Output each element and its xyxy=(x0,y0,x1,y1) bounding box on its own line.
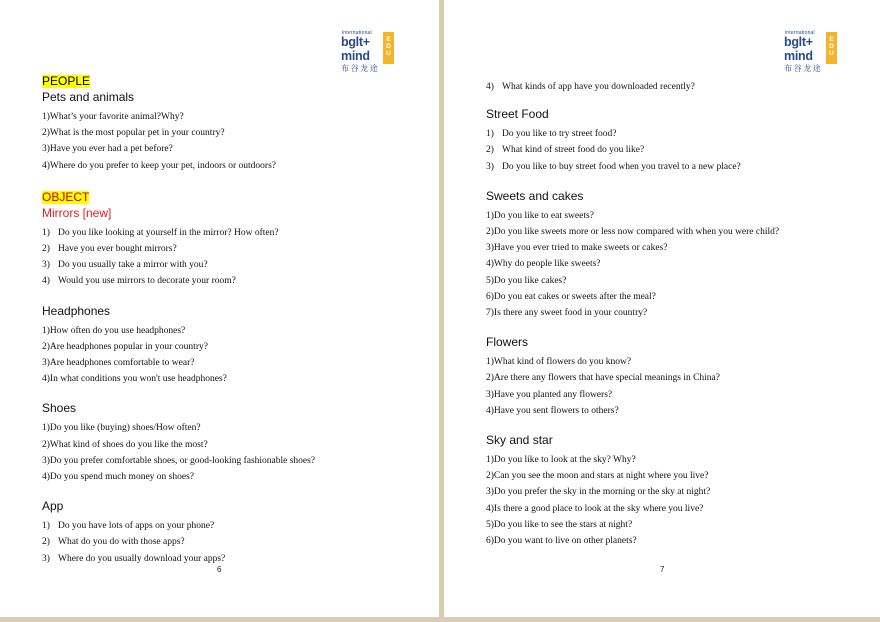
document-page-left xyxy=(0,0,439,617)
question-number: 2) xyxy=(486,145,494,156)
section xyxy=(42,304,429,388)
question-item xyxy=(42,158,429,174)
section xyxy=(486,433,870,549)
section xyxy=(486,335,870,419)
question-number: 1) xyxy=(486,129,494,140)
logo-word-bglt: bglt+ xyxy=(784,35,813,49)
section-title: Mirrors [new] xyxy=(42,205,112,220)
logo-word-mind: mind xyxy=(341,49,370,63)
question-text: Do you like to try street food? xyxy=(502,129,617,140)
question-number: 3) xyxy=(486,243,494,254)
question-item xyxy=(486,533,870,549)
question-item xyxy=(486,305,870,321)
question-number: 4) xyxy=(42,276,50,287)
question-item xyxy=(486,468,870,484)
question-text: Would you use mirrors to decorate your room? xyxy=(58,276,236,287)
question-item xyxy=(486,79,870,95)
question-number: 1) xyxy=(486,357,494,368)
section xyxy=(486,189,870,321)
question-text: Have you ever tried to make sweets or cakes? xyxy=(493,243,668,254)
section xyxy=(42,188,429,290)
logo-chinese: 布谷龙途 xyxy=(784,64,823,73)
question-text: Where do you prefer to keep your pet, indoors or outdoors? xyxy=(49,160,277,171)
page-content xyxy=(486,79,870,549)
logo-chinese: 布谷龙途 xyxy=(341,64,380,73)
question-item xyxy=(486,517,870,533)
question-item xyxy=(42,437,429,453)
question-number: 4) xyxy=(42,374,50,385)
question-text: Are there any flowers that have special meanings in China? xyxy=(493,373,720,384)
logo-edu-bar xyxy=(826,32,837,64)
question-text: What do you do with those apps? xyxy=(58,537,185,548)
question-item xyxy=(42,323,429,339)
section-title: Street Food xyxy=(486,107,549,122)
question-text: Are headphones comfortable to wear? xyxy=(49,358,195,369)
logo-international: international xyxy=(785,30,815,36)
question-item xyxy=(42,125,429,141)
question-item xyxy=(42,257,429,273)
question-number: 4) xyxy=(486,405,494,416)
question-item xyxy=(486,240,870,256)
question-number: 3) xyxy=(42,260,50,271)
question-item xyxy=(42,141,429,157)
question-item xyxy=(42,518,429,534)
question-number: 3) xyxy=(486,161,494,172)
question-number: 4) xyxy=(42,160,50,171)
question-item xyxy=(486,370,870,386)
question-number: 3) xyxy=(42,455,50,466)
section-title: Headphones xyxy=(42,303,111,318)
question-text: What kind of street food do you like? xyxy=(502,145,645,156)
question-number: 6) xyxy=(486,291,494,302)
question-number: 1) xyxy=(42,112,50,122)
question-item xyxy=(486,224,870,240)
question-number: 2) xyxy=(42,537,50,548)
question-number: 3) xyxy=(42,144,50,155)
question-number: 3) xyxy=(42,358,50,369)
question-item xyxy=(42,109,429,125)
question-text: Do you prefer comfortable shoes, or good-looking fashionable shoes? xyxy=(49,455,316,466)
question-item xyxy=(486,256,870,272)
question-text: What kind of shoes do you like the most? xyxy=(49,439,208,450)
question-text: Are headphones popular in your country? xyxy=(49,341,208,352)
question-number: 1) xyxy=(42,227,50,238)
question-item xyxy=(486,273,870,289)
question-number: 1) xyxy=(42,325,50,336)
question-text: How often do you use headphones? xyxy=(49,325,186,336)
section-title: Pets and animals xyxy=(42,90,135,104)
page-content xyxy=(42,72,429,567)
question-text: Why do people like sweets? xyxy=(493,259,601,270)
question-text: Do you prefer the sky in the morning or the sky at night? xyxy=(493,487,711,498)
question-text: Where do you usually download your apps? xyxy=(58,553,226,564)
question-item xyxy=(42,420,429,436)
section xyxy=(42,401,429,485)
question-number: 6) xyxy=(486,536,494,547)
question-text: Do you like cakes? xyxy=(493,275,567,286)
question-item xyxy=(42,469,429,485)
logo-word-bglt: bglt+ xyxy=(341,35,370,49)
question-text: Do you like to eat sweets? xyxy=(493,210,594,221)
question-number: 2) xyxy=(42,341,50,352)
page-number: 7 xyxy=(660,565,665,574)
question-number: 7) xyxy=(486,308,494,319)
question-text: What kinds of app have you downloaded recently? xyxy=(502,82,695,92)
question-item xyxy=(486,354,870,370)
question-item xyxy=(486,208,870,224)
question-text: Do you want to live on other planets? xyxy=(493,536,637,547)
question-item xyxy=(42,225,429,241)
category-label: PEOPLE xyxy=(42,74,91,88)
question-text: Have you sent flowers to others? xyxy=(493,405,619,416)
question-number: 4) xyxy=(486,503,494,514)
question-item xyxy=(42,551,429,567)
question-item xyxy=(486,403,870,419)
question-item xyxy=(42,273,429,289)
question-item xyxy=(486,484,870,500)
question-number: 1) xyxy=(486,210,494,221)
section-category xyxy=(42,72,429,90)
section xyxy=(42,72,429,174)
question-item xyxy=(42,241,429,257)
question-number: 2) xyxy=(42,439,50,450)
question-text: Do you usually take a mirror with you? xyxy=(58,260,208,271)
page-number: 6 xyxy=(217,565,222,574)
section-title: Flowers xyxy=(486,335,529,350)
question-item xyxy=(42,355,429,371)
section xyxy=(42,499,429,567)
logo-word-mind: mind xyxy=(784,49,813,63)
question-number: 3) xyxy=(42,553,50,564)
question-text: Do you have lots of apps on your phone? xyxy=(58,521,215,532)
section-title: Sweets and cakes xyxy=(486,188,584,203)
question-text: Is there a good place to look at the sky where you live? xyxy=(493,503,704,514)
question-number: 2) xyxy=(486,227,494,238)
question-number: 1) xyxy=(42,423,50,434)
logo-edu: E D U xyxy=(386,36,391,57)
question-text: What’s your favorite animal?Why? xyxy=(49,112,184,122)
question-text: Do you eat cakes or sweets after the meal? xyxy=(493,291,656,302)
question-number: 4) xyxy=(42,472,50,483)
section-title: Shoes xyxy=(42,401,77,416)
question-number: 4) xyxy=(486,259,494,270)
question-number: 5) xyxy=(486,519,494,530)
question-number: 2) xyxy=(486,471,494,482)
category-label: OBJECT xyxy=(42,189,90,204)
question-text: Is there any sweet food in your country? xyxy=(493,308,648,319)
question-text: Do you spend much money on shoes? xyxy=(49,472,194,483)
question-item xyxy=(486,159,870,175)
question-item xyxy=(486,289,870,305)
question-text: What kind of flowers do you know? xyxy=(493,357,632,368)
question-text: Can you see the moon and stars at night where you live? xyxy=(493,471,709,482)
question-item xyxy=(42,534,429,550)
question-text: Do you like looking at yourself in the mirror? How often? xyxy=(58,227,279,238)
question-number: 5) xyxy=(486,275,494,286)
logo-edu: E D U xyxy=(829,36,834,57)
logo-edu-bar xyxy=(383,32,394,64)
section-title: Sky and star xyxy=(486,433,553,448)
question-number: 1) xyxy=(486,455,494,466)
question-item xyxy=(42,371,429,387)
question-text: Do you like (buying) shoes/How often? xyxy=(49,423,201,434)
question-text: In what conditions you won't use headphones? xyxy=(49,374,227,385)
question-text: Do you like to look at the sky? Why? xyxy=(493,455,636,466)
question-text: Have you ever had a pet before? xyxy=(49,144,173,155)
question-number: 2) xyxy=(42,128,50,139)
question-text: Have you planted any flowers? xyxy=(493,389,613,400)
question-item xyxy=(42,453,429,469)
question-item xyxy=(486,126,870,142)
question-number: 2) xyxy=(486,373,494,384)
question-text: Do you like sweets more or less now compared with when you were child? xyxy=(493,227,780,238)
question-text: Have you ever bought mirrors? xyxy=(58,244,177,255)
document-page-right xyxy=(444,0,880,617)
question-text: Do you like to see the stars at night? xyxy=(493,519,633,530)
brand-logo xyxy=(783,30,841,76)
question-text: Do you like to buy street food when you travel to a new place? xyxy=(502,161,741,172)
question-text: What is the most popular pet in your country? xyxy=(49,128,225,139)
section-category xyxy=(42,188,429,206)
question-number: 2) xyxy=(42,244,50,255)
question-number: 3) xyxy=(486,389,494,400)
question-item xyxy=(486,387,870,403)
question-number: 3) xyxy=(486,487,494,498)
logo-international: international xyxy=(342,30,372,36)
question-item xyxy=(486,142,870,158)
brand-logo xyxy=(340,30,398,76)
section-title: App xyxy=(42,499,64,514)
question-number: 4) xyxy=(486,82,494,92)
section xyxy=(486,107,870,175)
question-item xyxy=(486,452,870,468)
question-item xyxy=(486,501,870,517)
question-number: 1) xyxy=(42,521,50,532)
question-item xyxy=(42,339,429,355)
